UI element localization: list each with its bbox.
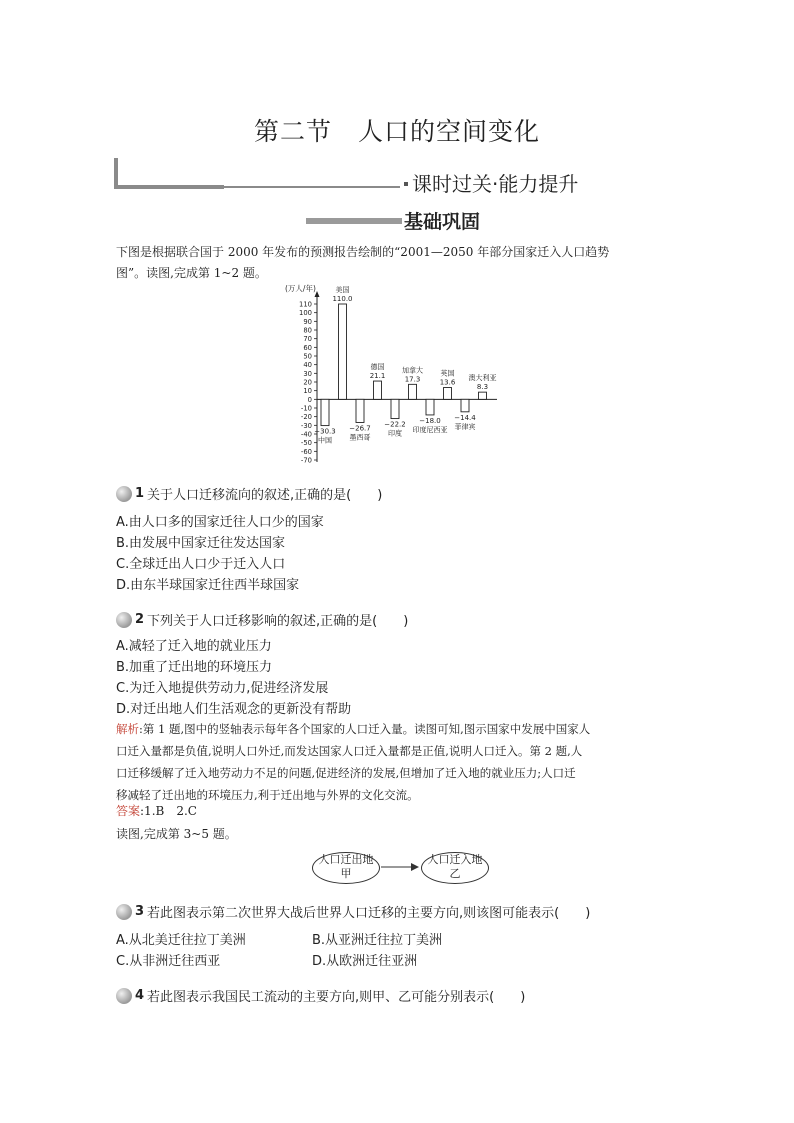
analysis-label: 解析 [116, 722, 139, 736]
bar-value-label: −18.0 [419, 416, 441, 425]
option-d: D.由东半球国家迁往西半球国家 [116, 578, 300, 593]
question-bullet-icon [116, 988, 132, 1004]
origin-label: 人口迁出地 [318, 853, 374, 866]
y-tick-label: 60 [303, 343, 312, 352]
bar-value-label: 13.6 [439, 378, 456, 387]
option-d: D.对迁出地人们生活观念的更新没有帮助 [116, 702, 352, 717]
y-tick-label: 70 [303, 335, 312, 344]
intro-paragraph [116, 242, 681, 284]
bar [391, 399, 399, 418]
page-title: 第二节 人口的空间变化 [253, 117, 540, 146]
option-c: C.从非洲迁往西亚 [116, 954, 221, 969]
y-tick-label: 90 [303, 317, 312, 326]
question-number: 2 [135, 612, 145, 627]
question-stem: 若此图表示我国民工流动的主要方向,则甲、乙可能分别表示( ) [147, 990, 526, 1005]
question-bullet-icon [116, 612, 132, 628]
bar-value-label: 17.3 [404, 375, 421, 384]
question-1 [116, 484, 382, 503]
intro-line-2: 图”。读图,完成第 1~2 题。 [116, 266, 267, 280]
migration-flow-diagram [312, 852, 488, 886]
section-bar [306, 218, 402, 224]
analysis-line-3: 口迁移缓解了迁入地劳动力不足的问题,促进经济的发展,但增加了迁入地的就业压力;人口迁 [116, 766, 576, 780]
question-2-options [116, 636, 351, 720]
intro-line-1: 下图是根据联合国于 2000 年发布的预测报告绘制的“2001—2050 年部分国家迁入人口趋势 [116, 245, 610, 259]
y-tick-label: -60 [300, 447, 312, 456]
origin-node [312, 852, 380, 884]
bar [444, 388, 452, 400]
bar-category-label: 加拿大 [402, 366, 423, 375]
bar [374, 381, 382, 399]
bar-value-label: −14.4 [454, 413, 476, 422]
bar-value-label: −26.7 [349, 424, 371, 433]
bar-value-label: −30.3 [314, 427, 336, 436]
banner-heading: 课时过关·能力提升 [412, 172, 579, 196]
option-b: B.由发展中国家迁往发达国家 [116, 536, 286, 551]
y-tick-label: 10 [303, 387, 312, 396]
bar-category-label: 印度 [388, 429, 402, 438]
analysis-line-1: :第 1 题,图中的竖轴表示每年各个国家的人口迁入量。读图可知,图示国家中发展中国家人 [139, 722, 591, 736]
banner-dot [404, 182, 408, 186]
answer-line [116, 802, 197, 819]
question-number: 1 [135, 486, 145, 501]
bar-category-label: 墨西哥 [349, 433, 371, 442]
y-tick-label: -10 [300, 404, 312, 413]
question-4 [116, 986, 525, 1005]
bar-value-label: 21.1 [369, 372, 386, 381]
analysis-line-2: 口迁入量都是负值,说明人口外迁,而发达国家人口迁入量都是正值,说明人口迁入。第 2 题,人 [116, 744, 583, 758]
y-tick-label: 0 [307, 395, 312, 404]
y-tick-label: -40 [300, 430, 312, 439]
y-tick-label: -70 [300, 456, 312, 465]
option-a: A.由人口多的国家迁往人口少的国家 [116, 515, 324, 530]
question-3-options [116, 930, 512, 972]
question-number: 4 [135, 988, 145, 1003]
banner-rule-thick [114, 185, 224, 189]
bar-value-label: −22.2 [384, 420, 406, 429]
flow-arrow-icon [379, 852, 421, 882]
origin-letter: 甲 [340, 867, 352, 880]
question-stem: 关于人口迁移流向的叙述,正确的是( ) [147, 488, 383, 503]
intro-2: 读图,完成第 3~5 题。 [116, 827, 237, 841]
migration-bar-chart [285, 282, 505, 470]
y-tick-label: 80 [303, 326, 312, 335]
option-b: B.从亚洲迁往拉丁美洲 [312, 933, 443, 948]
question-1-options [116, 512, 324, 596]
option-c: C.全球迁出人口少于迁入人口 [116, 557, 286, 572]
question-bullet-icon [116, 486, 132, 502]
bar-category-label: 中国 [318, 436, 332, 445]
y-tick-label: 40 [303, 361, 312, 370]
bar-category-label: 澳大利亚 [468, 374, 497, 383]
destination-letter: 乙 [449, 867, 461, 880]
bar-category-label: 美国 [335, 286, 350, 294]
analysis-block [116, 718, 684, 806]
y-tick-label: -20 [300, 413, 312, 422]
question-number: 3 [135, 904, 145, 919]
y-tick-label: 30 [303, 369, 312, 378]
bar-value-label: 110.0 [332, 295, 353, 303]
answer-label: 答案 [116, 804, 141, 818]
option-c: C.为迁入地提供劳动力,促进经济发展 [116, 681, 329, 696]
bar-category-label: 德国 [370, 363, 385, 372]
question-stem: 若此图表示第二次世界大战后世界人口迁移的主要方向,则该图可能表示( ) [147, 906, 591, 921]
section-heading: 基础巩固 [404, 211, 481, 233]
bar [479, 392, 487, 399]
bar [409, 384, 417, 399]
bar-value-label: 8.3 [476, 383, 489, 392]
banner-rule-thin [224, 186, 400, 188]
y-tick-label: -30 [300, 421, 312, 430]
destination-node [421, 852, 489, 884]
bar-category-label: 印度尼西亚 [412, 425, 448, 434]
y-tick-label: -50 [300, 439, 312, 448]
y-tick-label: 20 [303, 378, 312, 387]
bar [426, 399, 434, 415]
option-d: D.从欧洲迁往亚洲 [312, 954, 418, 969]
bar-category-label: 英国 [440, 369, 455, 378]
option-a: A.从北美迁往拉丁美洲 [116, 933, 246, 948]
bar [461, 399, 469, 411]
analysis-line-4: 移减轻了迁出地的环境压力,利于迁出地与外界的文化交流。 [116, 788, 419, 802]
y-tick-label: 110 [299, 300, 312, 309]
bar-category-label: 菲律宾 [454, 422, 476, 431]
question-bullet-icon [116, 904, 132, 920]
question-2 [116, 610, 408, 629]
answer-text: :1.B 2.C [140, 804, 197, 818]
bar [321, 399, 329, 425]
option-b: B.加重了迁出地的环境压力 [116, 660, 273, 675]
y-axis-unit: (万人/年) [285, 284, 316, 293]
bar [356, 399, 364, 422]
question-3 [116, 902, 590, 921]
y-tick-label: 50 [303, 352, 312, 361]
bar [339, 304, 347, 399]
question-stem: 下列关于人口迁移影响的叙述,正确的是( ) [147, 614, 409, 629]
option-a: A.减轻了迁入地的就业压力 [116, 639, 272, 654]
destination-label: 人口迁入地 [427, 853, 483, 866]
y-tick-label: 100 [299, 309, 312, 318]
